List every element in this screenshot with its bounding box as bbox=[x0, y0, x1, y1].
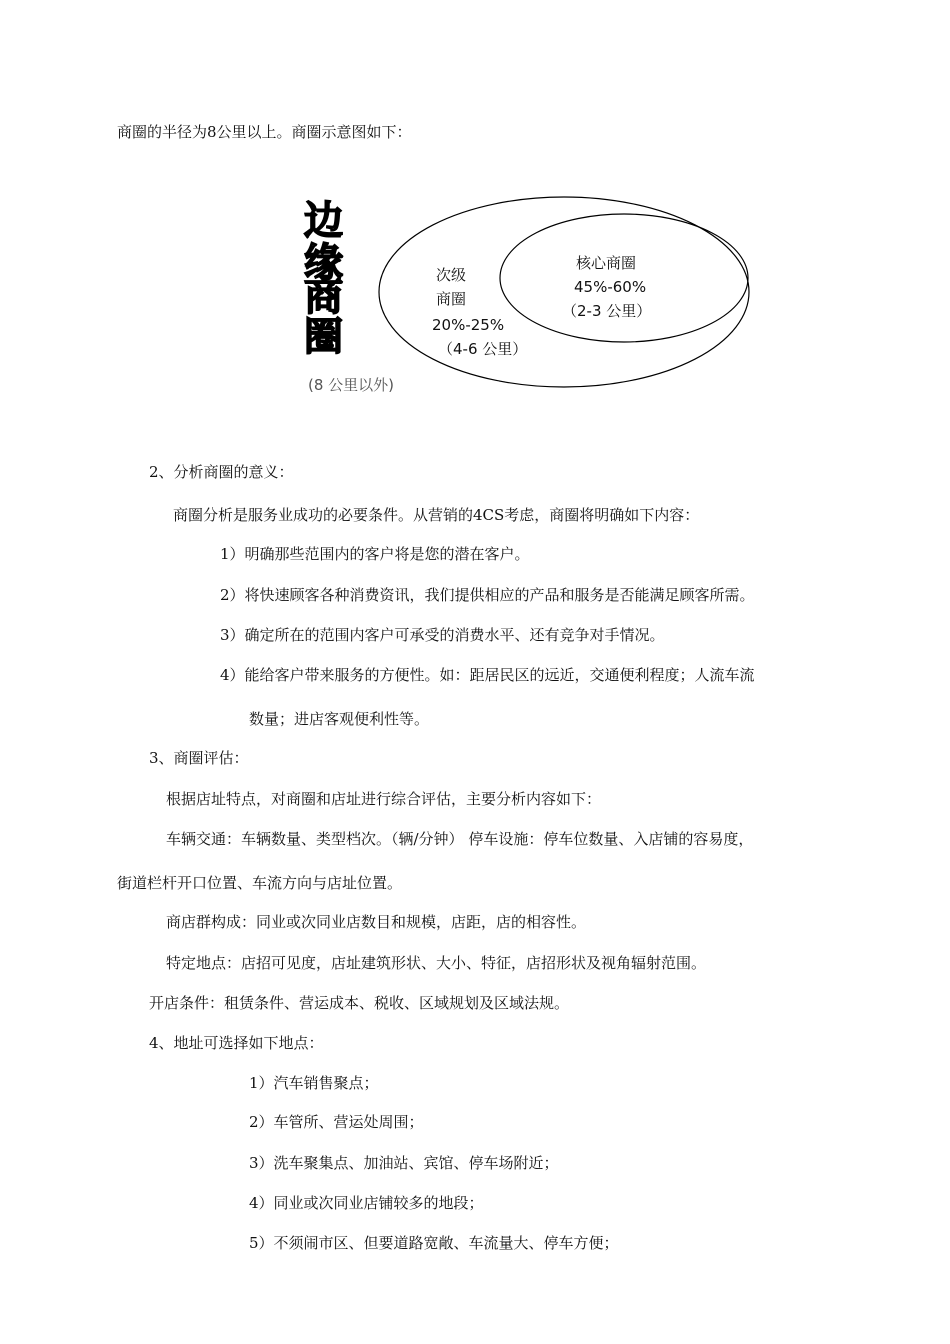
section2-item-4-cont: 数量；进店客观便利性等。 bbox=[249, 710, 430, 728]
section4-item-4: 4）同业或次同业店铺较多的地段； bbox=[249, 1194, 484, 1212]
section3-intro: 根据店址特点，对商圈和店址进行综合评估，主要分析内容如下： bbox=[166, 790, 602, 808]
trade-area-diagram bbox=[290, 192, 760, 422]
secondary-label-2: 商圈 bbox=[436, 290, 467, 308]
section2-intro: 商圈分析是服务业成功的必要条件。从营销的4CS考虑，商圈将明确如下内容： bbox=[173, 506, 700, 524]
edge-char-4: 圈 bbox=[304, 315, 344, 360]
section2-item-2: 2）将快速顾客各种消费资讯，我们提供相应的产品和服务是否能满足顾客所需。 bbox=[220, 586, 755, 604]
core-label: 核心商圈 bbox=[576, 254, 637, 272]
edge-char-1: 边 bbox=[304, 199, 344, 244]
secondary-percent: 20%-25% bbox=[432, 316, 505, 334]
section4-heading: 4、地址可选择如下地点： bbox=[149, 1034, 324, 1052]
section3-shops: 商店群构成：同业或次同业店数目和规模，店距，店的相容性。 bbox=[166, 913, 587, 931]
intro-text: 商圈的半径为8公里以上。商圈示意图如下： bbox=[117, 123, 412, 141]
core-percent: 45%-60% bbox=[574, 278, 647, 296]
edge-char-2: 缘 bbox=[304, 241, 344, 286]
secondary-distance: （4-6 公里） bbox=[438, 340, 528, 358]
edge-zone-note: (8 公里以外) bbox=[308, 376, 395, 394]
section4-item-1: 1）汽车销售聚点； bbox=[249, 1074, 379, 1092]
secondary-label-1: 次级 bbox=[436, 266, 467, 284]
section3-traffic-line2: 街道栏杆开口位置、车流方向与店址位置。 bbox=[117, 874, 403, 892]
edge-char-3: 商 bbox=[304, 275, 344, 320]
section3-conditions: 开店条件：租赁条件、营运成本、税收、区域规划及区域法规。 bbox=[149, 994, 570, 1012]
section4-item-2: 2）车管所、营运处周围； bbox=[249, 1113, 424, 1131]
section4-item-3: 3）洗车聚集点、加油站、宾馆、停车场附近； bbox=[249, 1154, 559, 1172]
section3-traffic-line1: 车辆交通：车辆数量、类型档次。（辆/分钟） 停车设施：停车位数量、入店铺的容易度， bbox=[166, 830, 754, 848]
section2-item-1: 1）明确那些范围内的客户将是您的潜在客户。 bbox=[220, 545, 530, 563]
section4-item-5: 5）不须闹市区、但要道路宽敞、车流量大、停车方便； bbox=[249, 1234, 619, 1252]
section3-location: 特定地点：店招可见度，店址建筑形状、大小、特征，店招形状及视角辐射范围。 bbox=[166, 954, 707, 972]
section3-heading: 3、商圈评估： bbox=[149, 749, 249, 767]
section2-heading: 2、分析商圈的意义： bbox=[149, 463, 294, 481]
core-distance: （2-3 公里） bbox=[562, 302, 652, 320]
section2-item-4: 4）能给客户带来服务的方便性。如：距居民区的远近，交通便利程度；人流车流 bbox=[220, 666, 755, 684]
section2-item-3: 3）确定所在的范围内客户可承受的消费水平、还有竞争对手情况。 bbox=[220, 626, 665, 644]
